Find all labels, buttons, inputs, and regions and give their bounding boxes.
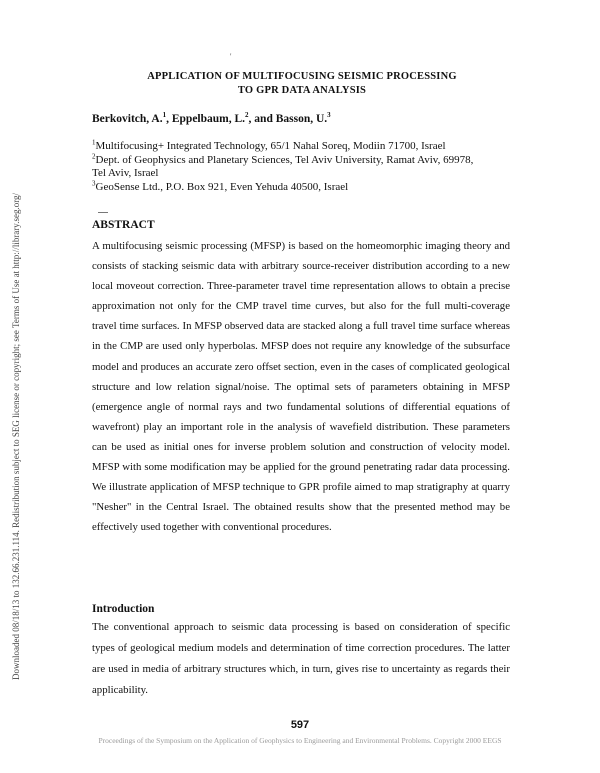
author-1-sup: 1 xyxy=(162,111,167,120)
author-2-sup: 2 xyxy=(245,111,249,120)
stray-mark: ' xyxy=(230,52,232,61)
author-3: , and Basson, U. xyxy=(248,113,328,125)
affiliation-3 xyxy=(92,178,522,195)
abstract-heading: ABSTRACT xyxy=(92,219,155,231)
author-3-sup: 3 xyxy=(327,111,331,120)
section-rule xyxy=(98,212,108,213)
download-notice-text: Downloaded 08/18/13 to 132.66.231.114. Redistribution subject to SEG license or copyright; see Terms of Use at http://library.seg.org/ xyxy=(11,192,21,680)
affiliation-3-sup: 3 xyxy=(92,178,96,187)
title-line-1: APPLICATION OF MULTIFOCUSING SEISMIC PROCESSING xyxy=(147,71,457,82)
abstract-body: A multifocusing seismic processing (MFSP) is based on the homeomorphic imaging theory and consists of stacking seismic data with arbitrary source-receiver distribution according to a new local moveout correction. Three-parameter travel time representation allows to obtain a precise approximation not only for the CMP travel time curves, but also for the full multi-coverage travel time surfaces. In MFSP observed data are stacked along a full travel time surface whereas in the CMP are used only hyperbolas. MFSP does not require any knowledge of the subsurface model and produces an accurate zero offset section, even in the cases of complicated geological structure and low relation signal/noise. The optimal sets of parameters obtaining in MFSP (emergence angle of normal rays and two fundamental solutions of differential equations of wavefront) play an important role in the analysis of wavefield distribution. These parameters can be used as initial ones for inverse problem solution and construction of velocity model. MFSP with some modification may be applied for the ground penetrating radar data processing. We illustrate application of MFSP technique to GPR profile aimed to map stratigraphy at quarry "Nesher" in the Central Israel. The obtained results show that the presented method may be effectively used together with conventional procedures. xyxy=(92,240,510,534)
title-line-2: TO GPR DATA ANALYSIS xyxy=(237,85,367,96)
proceedings-footer: Proceedings of the Symposium on the Application of Geophysics to Engineering and Environmental Problems. Copyright 2000 EEGS xyxy=(98,736,502,745)
affiliation-2-cont: Tel Aviv, Israel xyxy=(92,167,159,179)
introduction-body: The conventional approach to seismic data processing is based on consideration of specific types of geological medium models and determination of time correction procedures. The latter are used in media of arbitrary structures which, in turn, gives rise to uncertainty as regards their applicability. xyxy=(92,621,510,696)
affiliation-2 xyxy=(92,151,522,168)
affiliation-2-sup: 2 xyxy=(92,151,96,160)
affiliations xyxy=(92,140,522,194)
affiliation-1-sup: 1 xyxy=(92,138,96,147)
affiliation-1-text: Multifocusing+ Integrated Technology, 65/1 Nahal Soreq, Modiin 71700, Israel xyxy=(95,140,446,152)
introduction-heading: Introduction xyxy=(92,603,155,615)
author-1: Berkovitch, A. xyxy=(92,113,163,125)
affiliation-1 xyxy=(92,140,522,154)
paper-title xyxy=(92,70,512,98)
download-notice-sidebar xyxy=(3,120,19,680)
affiliation-3-text: GeoSense Ltd., P.O. Box 921, Even Yehuda 40500, Israel xyxy=(95,180,349,193)
page-number: 597 xyxy=(290,719,310,731)
affiliation-2-text: Dept. of Geophysics and Planetary Sciences, Tel Aviv University, Ramat Aviv, 69978, xyxy=(95,153,474,166)
author-2: , Eppelbaum, L. xyxy=(166,113,246,125)
author-list xyxy=(92,113,331,125)
